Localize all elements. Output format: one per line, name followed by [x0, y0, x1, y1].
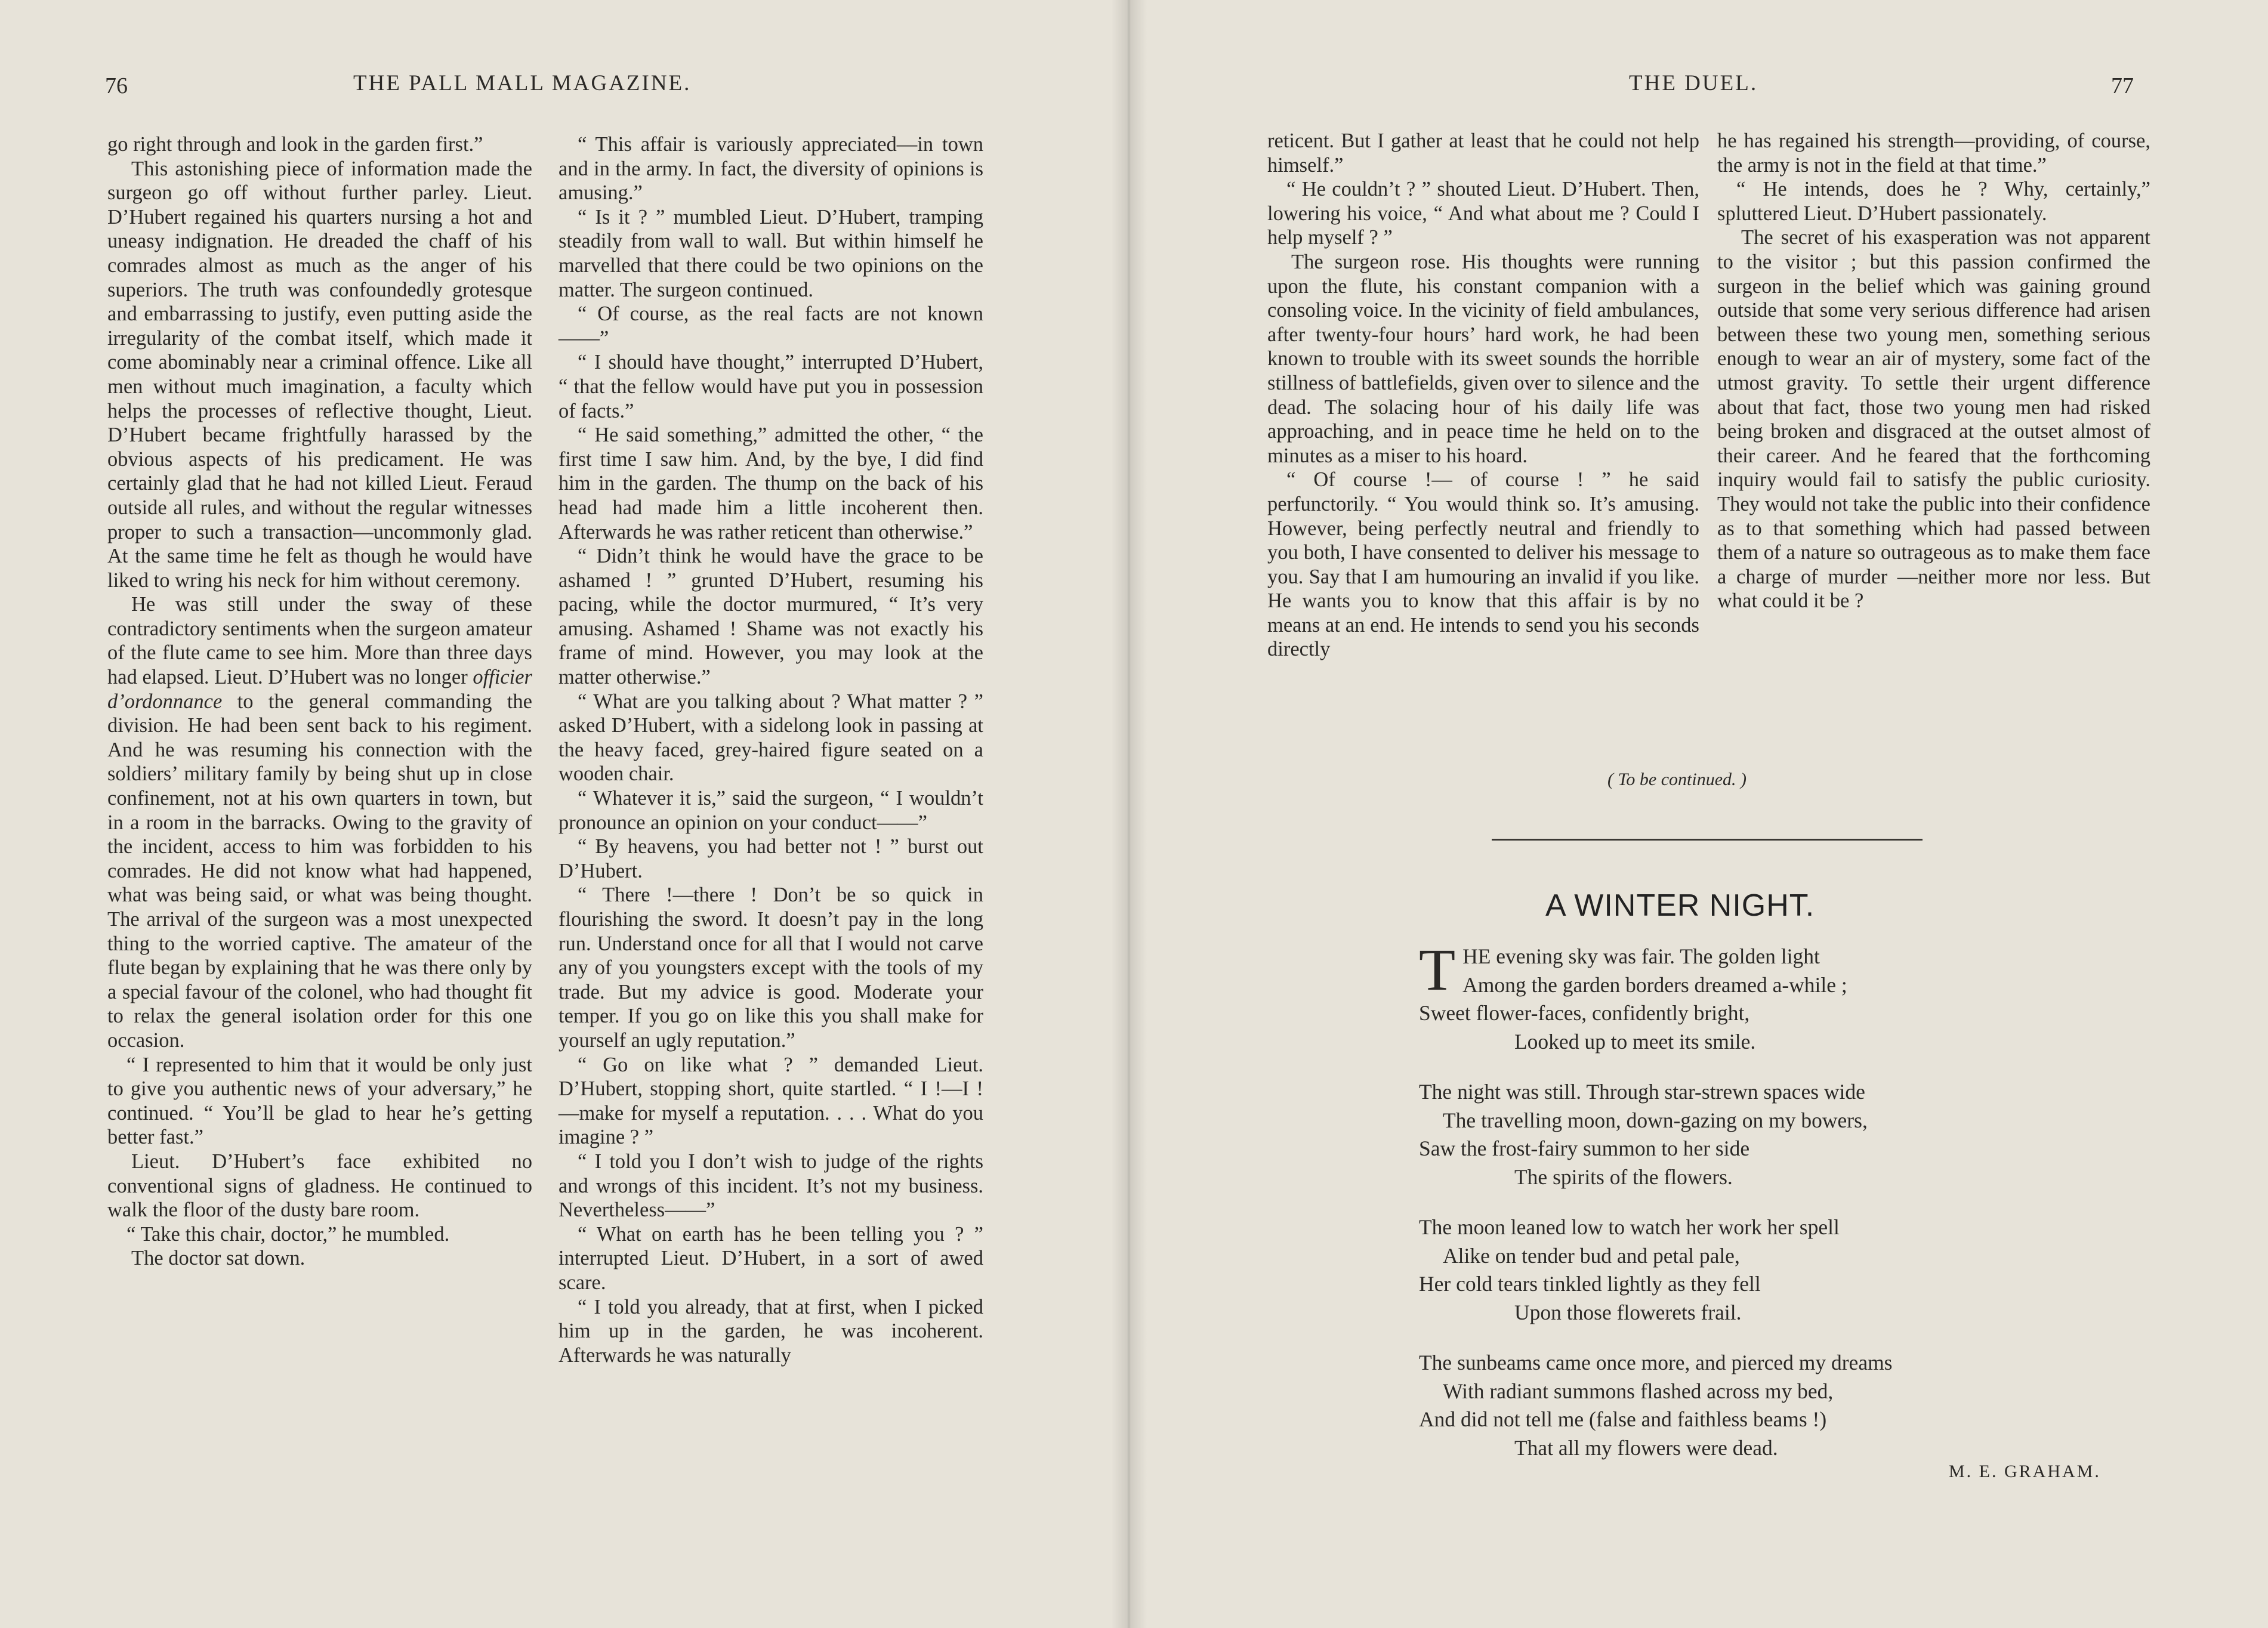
paragraph: “ Of course !— of course ! ” he said perfunctorily. “ You would think so. It’s amusing. However, being perfectly neutral and friendly to you both, I have consented to deliver his message to you. Say that I am humouring an invalid if you like. He wants you to know that this affair is by no means at an end. He intends to send you his seconds directly: [1267, 468, 1699, 661]
section-divider: [1492, 839, 1923, 841]
poem-line: Sweet flower-faces, confidently bright,: [1419, 1001, 1750, 1025]
paragraph: “ I should have thought,” interrupted D’Hubert, “ that the fellow would have put you in possession of facts.”: [558, 351, 983, 422]
poem-line: Among the garden borders dreamed a-while ;: [1462, 972, 1847, 997]
paragraph: “ Of course, as the real facts are not known——”: [558, 302, 983, 350]
paragraph: go right through and look in the garden first.”: [107, 133, 483, 156]
poem-line: Her cold tears tinkled lightly as they fell: [1419, 1272, 1761, 1296]
paragraph: Lieut. D’Hubert’s face exhibited no conventional signs of gladness. He continued to walk the floor of the dusty bare room.: [107, 1150, 532, 1222]
page-number: 76: [105, 73, 128, 98]
poem-line: That all my flowers were dead.: [1514, 1435, 1778, 1460]
paragraph: “ Is it ? ” mumbled Lieut. D’Hubert, tramping steadily from wall to wall. But within himself he marvelled that there could be two opinions on the matter. The surgeon continued.: [558, 205, 983, 301]
paragraph: “ There !—there ! Don’t be so quick in flourishing the sword. It doesn’t pay in the long run. Understand once for all that I would not carve any of you youngsters except with the tools of my trade. But my advice is good. Moderate your temper. If you go on like this you shall make for yourself an ugly reputation.”: [558, 883, 983, 1052]
running-head: THE PALL MALL MAGAZINE.: [353, 71, 692, 95]
paragraph: “ Go on like what ? ” demanded Lieut. D’Hubert, stopping short, quite startled. “ I !—I !—make for myself a reputation. . . . What do you imagine ? ”: [558, 1053, 983, 1149]
paragraph: The surgeon rose. His thoughts were running upon the flute, his constant companion with a consoling voice. In the vicinity of field ambulances, after twenty-four hours’ hard work, he had been known to trouble with its sweet sounds the horrible stillness of battlefields, given over to silence and the dead. The solacing hour of his daily life was approaching, and in peace time he held on to the minutes as a miser to his hoard.: [1267, 250, 1699, 467]
paragraph: “ He couldn’t ? ” shouted Lieut. D’Hubert. Then, lowering his voice, “ And what about me ? Could I help myself ? ”: [1267, 178, 1699, 249]
left-page-column-2: [558, 132, 983, 1367]
poem-line: The travelling moon, down-gazing on my bowers,: [1443, 1108, 1868, 1132]
poem-stanza: [1419, 1213, 2171, 1327]
poem-line: Alike on tender bud and petal pale,: [1443, 1243, 1740, 1268]
paragraph: “ I told you already, that at first, when I picked him up in the garden, he was incoherent. Afterwards he was naturally: [558, 1295, 983, 1367]
page-number: 77: [2111, 73, 2134, 98]
left-page: [0, 0, 1129, 1628]
right-page-column-1: [1267, 129, 1699, 662]
poem-stanza: [1419, 937, 2171, 1056]
poem-line: With radiant summons flashed across my bed,: [1443, 1379, 1834, 1403]
poem-line: The spirits of the flowers.: [1514, 1164, 1733, 1189]
poem-line: HE evening sky was fair. The golden light: [1462, 944, 1820, 968]
paragraph: “ He intends, does he ? Why, certainly,” spluttered Lieut. D’Hubert passionately.: [1717, 178, 2150, 225]
poem-stanza: [1419, 1349, 2171, 1462]
poem-line: And did not tell me (false and faithless beams !): [1419, 1407, 1827, 1431]
right-page: [1129, 0, 2268, 1628]
poem-line: Saw the frost-fairy summon to her side: [1419, 1136, 1750, 1160]
right-page-column-2: [1717, 129, 2150, 613]
paragraph: “ This affair is variously appreciated—in town and in the army. In fact, the diversity of opinions is amusing.”: [558, 133, 983, 205]
poem-stanza: [1419, 1078, 2171, 1191]
paragraph: He was still under the sway of these contradictory sentiments when the surgeon amateur of the flute came to see him. More than three days had elapsed. Lieut. D’Hubert was no longer officier d’ordonnance to the general commanding the division. He had been sent back to his regiment. And he was resuming his connection with the soldiers’ military family by being shut up in close confinement, not at his own quarters in town, but in a room in the barracks. Owing to the gravity of the incident, access to him was forbidden to his comrades. He did not know what had happened, what was being said, or what was being thought. The arrival of the surgeon was a most unexpected thing to the worried captive. The amateur of the flute began by explaining that he was there only by a special favour of the colonel, who had thought fit to relax the general isolation order for this one occasion.: [107, 593, 532, 1052]
paragraph: “ He said something,” admitted the other, “ the first time I saw him. And, by the bye, I did find him in the garden. The thump on the back of his head had made him a little incoherent then. Afterwards he was rather reticent than otherwise.”: [558, 424, 983, 543]
drop-cap: T: [1419, 937, 1456, 1003]
paragraph: reticent. But I gather at least that he could not help himself.”: [1267, 129, 1699, 177]
paragraph: “ I told you I don’t wish to judge of the rights and wrongs of this incident. It’s not my business. Nevertheless——”: [558, 1150, 983, 1222]
poem-line: Looked up to meet its smile.: [1514, 1029, 1756, 1054]
poem-author: M. E. GRAHAM.: [1949, 1462, 2101, 1481]
paragraph: “ What are you talking about ? What matter ? ” asked D’Hubert, with a sidelong look in passing at the heavy faced, grey-haired figure seated on a wooden chair.: [558, 690, 983, 786]
poem-title: A WINTER NIGHT.: [1545, 888, 1815, 923]
paragraph: “ I represented to him that it would be only just to give you authentic news of your adversary,” he continued. “ You’ll be glad to hear he’s getting better fast.”: [107, 1053, 532, 1149]
paragraph: “ Take this chair, doctor,” he mumbled.: [126, 1222, 450, 1246]
to-be-continued: ( To be continued. ): [1607, 770, 1747, 789]
paragraph: This astonishing piece of information made the surgeon go off without further parley. Lieut. D’Hubert regained his quarters nursing a hot and uneasy indignation. He dreaded the chaff of his comrades almost as much as the anger of his superiors. The truth was confoundedly grotesque and embarrassing to justify, even putting aside the irregularity of the combat itself, which made it come abominably near a criminal offence. Like all men without much imagination, a faculty which helps the processes of reflective thought, Lieut. D’Hubert became frightfully harassed by the obvious aspects of his predicament. He was certainly glad that he had not killed Lieut. Feraud outside all rules, and without the regular witnesses proper to such a transaction—uncommonly glad. At the same time he felt as though he would have liked to wring his neck for him without ceremony.: [107, 157, 532, 592]
paragraph: he has regained his strength—providing, of course, the army is not in the field at that time.”: [1717, 129, 2150, 177]
poem-line: The moon leaned low to watch her work her spell: [1419, 1215, 1840, 1239]
poem-body: [1419, 937, 2171, 1484]
paragraph: “ Didn’t think he would have the grace to be ashamed ! ” grunted D’Hubert, resuming his pacing, while the doctor murmured, “ It’s very amusing. Ashamed ! Shame was not exactly his frame of mind. However, you may look at the matter otherwise.”: [558, 545, 983, 689]
poem-line: The night was still. Through star-strewn spaces wide: [1419, 1080, 1865, 1104]
paragraph: “ By heavens, you had better not ! ” burst out D’Hubert.: [558, 835, 983, 882]
paragraph: The secret of his exasperation was not apparent to the visitor ; but this passion confirmed the surgeon in the belief which was gaining ground outside that some very serious difference had arisen between these two young men, something serious enough to wear an air of mystery, some fact of the utmost gravity. To settle their urgent difference about that fact, those two young men had risked being broken and disgraced at the outset almost of their career. And he feared that the forthcoming inquiry would fail to satisfy the public curiosity. They would not take the public into their confidence as to that something which had passed between them of a nature so outrageous as to make them face a charge of murder —neither more nor less. But what could it be ?: [1717, 226, 2150, 613]
paragraph: “ Whatever it is,” said the surgeon, “ I wouldn’t pronounce an opinion on your conduct——”: [558, 787, 983, 834]
page-gutter: [1111, 0, 1147, 1628]
running-head: THE DUEL.: [1629, 71, 1758, 95]
left-page-column-1: [107, 132, 532, 1271]
paragraph: “ What on earth has he been telling you ? ” interrupted Lieut. D’Hubert, in a sort of awed scare.: [558, 1222, 983, 1294]
paragraph: The doctor sat down.: [131, 1247, 306, 1270]
poem-line: Upon those flowerets frail.: [1514, 1300, 1742, 1324]
poem-line: The sunbeams came once more, and pierced my dreams: [1419, 1351, 1893, 1374]
